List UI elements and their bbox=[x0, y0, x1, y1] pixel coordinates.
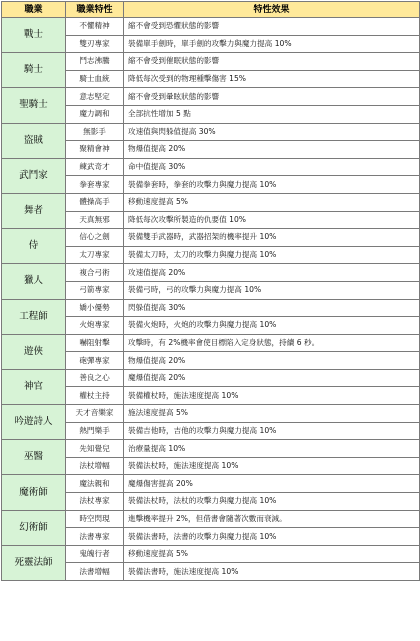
trait-name-cell: 權杖主持 bbox=[66, 387, 124, 405]
trait-effect-cell: 裝備法杖時，施法速度提高 10% bbox=[124, 457, 420, 475]
trait-effect-cell: 攻擊時，有 2%機率會使目標陷入定身狀態，持續 6 秒。 bbox=[124, 334, 420, 352]
trait-effect-cell: 裝備權杖時，施法速度提高 10% bbox=[124, 387, 420, 405]
job-traits-table bbox=[1, 1, 420, 581]
table-row bbox=[2, 440, 420, 458]
trait-name-cell: 不懼精神 bbox=[66, 18, 124, 36]
trait-name-cell: 法杖增幅 bbox=[66, 457, 124, 475]
table-row bbox=[2, 299, 420, 317]
trait-name-cell: 意志堅定 bbox=[66, 88, 124, 106]
trait-name-cell: 嬌小優勢 bbox=[66, 299, 124, 317]
table-row bbox=[2, 334, 420, 352]
job-traits-table-container bbox=[1, 1, 419, 581]
table-body bbox=[2, 18, 420, 581]
header-row bbox=[2, 2, 420, 18]
trait-name-cell: 時空閃現 bbox=[66, 510, 124, 528]
trait-name-cell: 善良之心 bbox=[66, 369, 124, 387]
trait-effect-cell: 裝備火炮時，火炮的攻擊力與魔力提高 10% bbox=[124, 317, 420, 335]
trait-name-cell: 法書專家 bbox=[66, 528, 124, 546]
job-name-cell: 遊俠 bbox=[2, 334, 66, 369]
trait-effect-cell: 裝備法杖時，法杖的攻擊力與魔力提高 10% bbox=[124, 493, 420, 511]
trait-effect-cell: 施法速度提高 5% bbox=[124, 405, 420, 423]
trait-effect-cell: 全部抗性增加 5 點 bbox=[124, 105, 420, 123]
table-row bbox=[2, 545, 420, 563]
trait-name-cell: 天真無邪 bbox=[66, 211, 124, 229]
trait-effect-cell: 裝備法書時，施法速度提高 10% bbox=[124, 563, 420, 581]
job-name-cell: 魔術師 bbox=[2, 475, 66, 510]
job-name-cell: 工程師 bbox=[2, 299, 66, 334]
job-name-cell: 聖騎士 bbox=[2, 88, 66, 123]
trait-name-cell: 熱門樂手 bbox=[66, 422, 124, 440]
trait-name-cell: 聚精會神 bbox=[66, 141, 124, 159]
trait-effect-cell: 裝備弓時，弓的攻擊力與魔力提高 10% bbox=[124, 281, 420, 299]
trait-name-cell: 鬼魄行者 bbox=[66, 545, 124, 563]
table-header bbox=[2, 2, 420, 18]
trait-name-cell: 鬥志沸騰 bbox=[66, 53, 124, 71]
job-name-cell: 巫醫 bbox=[2, 440, 66, 475]
job-name-cell: 盜賊 bbox=[2, 123, 66, 158]
trait-effect-cell: 裝備雙手武器時，武器招架的機率提升 10% bbox=[124, 229, 420, 247]
trait-name-cell: 天才音樂家 bbox=[66, 405, 124, 423]
trait-effect-cell: 裝備太刀時，太刀的攻擊力與魔力提高 10% bbox=[124, 246, 420, 264]
trait-name-cell: 雙刃專家 bbox=[66, 35, 124, 53]
trait-name-cell: 魔法親和 bbox=[66, 475, 124, 493]
trait-effect-cell: 治療量提高 10% bbox=[124, 440, 420, 458]
table-row bbox=[2, 510, 420, 528]
table-row bbox=[2, 88, 420, 106]
trait-name-cell: 太刀專家 bbox=[66, 246, 124, 264]
trait-name-cell: 魔力調和 bbox=[66, 105, 124, 123]
trait-name-cell: 拳套專家 bbox=[66, 176, 124, 194]
trait-name-cell: 體操高手 bbox=[66, 193, 124, 211]
trait-effect-cell: 縮不會受到催眠狀態的影響 bbox=[124, 53, 420, 71]
job-name-cell: 死靈法師 bbox=[2, 545, 66, 580]
job-name-cell: 舞者 bbox=[2, 193, 66, 228]
trait-name-cell: 法杖專家 bbox=[66, 493, 124, 511]
header-job: 職業 bbox=[2, 2, 66, 18]
table-row bbox=[2, 369, 420, 387]
trait-effect-cell: 裝備拳套時，拳套的攻擊力與魔力提高 10% bbox=[124, 176, 420, 194]
trait-name-cell: 無影手 bbox=[66, 123, 124, 141]
table-row bbox=[2, 123, 420, 141]
table-row bbox=[2, 405, 420, 423]
trait-effect-cell: 攻速值與閃躲值提高 30% bbox=[124, 123, 420, 141]
trait-effect-cell: 命中值提高 30% bbox=[124, 158, 420, 176]
trait-effect-cell: 進擊機率提升 2%，但借書會隨著次數而衰減。 bbox=[124, 510, 420, 528]
trait-effect-cell: 魔爆傷害提高 20% bbox=[124, 475, 420, 493]
trait-effect-cell: 魔爆值提高 20% bbox=[124, 369, 420, 387]
table-row bbox=[2, 229, 420, 247]
job-name-cell: 武鬥家 bbox=[2, 158, 66, 193]
trait-effect-cell: 降低每次攻擊所製造的仇要值 10% bbox=[124, 211, 420, 229]
trait-name-cell: 砲彈專家 bbox=[66, 352, 124, 370]
trait-effect-cell: 降低每次受到的物理種擊傷害 15% bbox=[124, 70, 420, 88]
trait-effect-cell: 裝備法書時，法書的攻擊力與魔力提高 10% bbox=[124, 528, 420, 546]
job-name-cell: 侍 bbox=[2, 229, 66, 264]
trait-name-cell: 嚇阻射擊 bbox=[66, 334, 124, 352]
job-name-cell: 戰士 bbox=[2, 18, 66, 53]
table-row bbox=[2, 193, 420, 211]
table-row bbox=[2, 18, 420, 36]
trait-effect-cell: 物爆值提高 20% bbox=[124, 352, 420, 370]
trait-name-cell: 法書增幅 bbox=[66, 563, 124, 581]
header-effect: 特性效果 bbox=[124, 2, 420, 18]
job-name-cell: 神官 bbox=[2, 369, 66, 404]
trait-effect-cell: 縮不會受到恐懼狀態的影響 bbox=[124, 18, 420, 36]
trait-name-cell: 騎士血統 bbox=[66, 70, 124, 88]
trait-effect-cell: 閃躲值提高 30% bbox=[124, 299, 420, 317]
trait-effect-cell: 攻速值提高 20% bbox=[124, 264, 420, 282]
job-name-cell: 獵人 bbox=[2, 264, 66, 299]
job-name-cell: 騎士 bbox=[2, 53, 66, 88]
trait-effect-cell: 移動速度提高 5% bbox=[124, 545, 420, 563]
table-row bbox=[2, 264, 420, 282]
job-name-cell: 吟遊詩人 bbox=[2, 405, 66, 440]
table-row bbox=[2, 158, 420, 176]
trait-effect-cell: 裝備單手劍時，單手劍的攻擊力與魔力提高 10% bbox=[124, 35, 420, 53]
table-row bbox=[2, 475, 420, 493]
trait-name-cell: 練武奇才 bbox=[66, 158, 124, 176]
table-row bbox=[2, 53, 420, 71]
trait-name-cell: 信心之劍 bbox=[66, 229, 124, 247]
trait-effect-cell: 移動速度提高 5% bbox=[124, 193, 420, 211]
header-trait: 職業特性 bbox=[66, 2, 124, 18]
trait-name-cell: 火炮專家 bbox=[66, 317, 124, 335]
trait-name-cell: 先知覺兒 bbox=[66, 440, 124, 458]
trait-effect-cell: 縮不會受到暈眩狀態的影響 bbox=[124, 88, 420, 106]
trait-name-cell: 弓箭專家 bbox=[66, 281, 124, 299]
job-name-cell: 幻術師 bbox=[2, 510, 66, 545]
trait-effect-cell: 物爆值提高 20% bbox=[124, 141, 420, 159]
trait-effect-cell: 裝備吉他時，吉他的攻擊力與魔力提高 10% bbox=[124, 422, 420, 440]
trait-name-cell: 複合弓術 bbox=[66, 264, 124, 282]
